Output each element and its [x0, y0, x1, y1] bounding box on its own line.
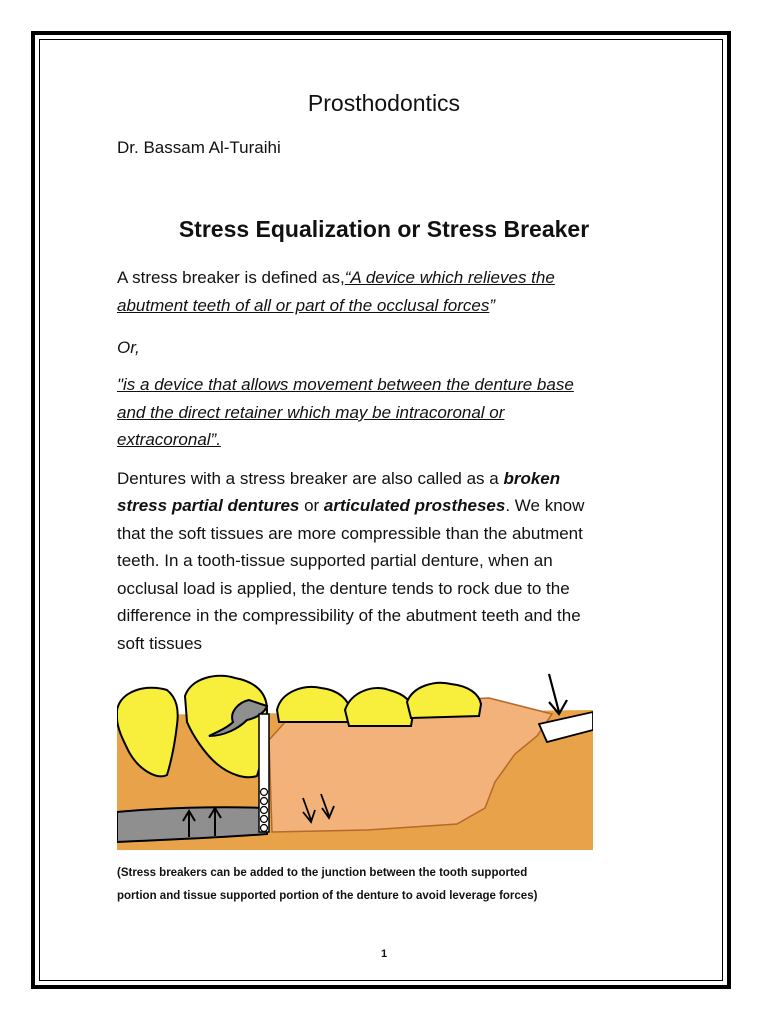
body-text: . We know — [505, 496, 585, 515]
body-text: or — [299, 496, 324, 515]
stress-breaker-joint — [261, 789, 268, 832]
body-term-broken: broken — [503, 469, 561, 488]
body-line-6: difference in the compressibility of the abutment teeth and the — [117, 606, 581, 625]
body-line-1 — [117, 465, 560, 493]
body-term-articulated: articulated prostheses — [323, 496, 506, 515]
section-heading: Stress Equalization or Stress Breaker — [178, 216, 590, 242]
definition-line-2 — [117, 292, 495, 320]
author-name: Dr. Bassam Al-Turaihi — [117, 138, 281, 157]
body-line-3: that the soft tissues are more compressible than the abutment — [117, 524, 583, 543]
caption-line-2: portion and tissue supported portion of the denture to avoid leverage forces) — [117, 890, 538, 902]
definition-line-1 — [117, 264, 555, 292]
alt-definition-line-3: extracoronal”. — [117, 430, 221, 449]
definition-intro: A stress breaker is defined as, — [117, 268, 345, 287]
body-line-2 — [117, 492, 584, 520]
definition-quote-continued: abutment teeth of all or part of the occlusal forces — [117, 296, 490, 315]
body-line-5: occlusal load is applied, the denture tends to rock due to the — [117, 579, 570, 598]
body-line-7: soft tissues — [117, 634, 203, 653]
definition-quote-end: ” — [489, 296, 495, 315]
figure-caption — [117, 862, 537, 908]
alt-definition-line-1: "is a device that allows movement between the denture base — [117, 375, 574, 394]
body-term-stress-partial: stress partial dentures — [117, 496, 300, 515]
stress-breaker-illustration — [117, 670, 593, 850]
body-text: Dentures with a stress breaker are also called as a — [117, 469, 504, 488]
definition-quote-start: “A device which relieves the — [344, 268, 555, 287]
body-line-4: teeth. In a tooth-tissue supported partial denture, when an — [117, 551, 553, 570]
alt-definition-line-2: and the direct retainer which may be intracoronal or — [117, 403, 505, 422]
course-title: Prosthodontics — [307, 90, 461, 116]
connector-strut — [259, 714, 269, 832]
or-label: Or, — [117, 338, 140, 357]
caption-line-1: (Stress breakers can be added to the junction between the tooth supported — [117, 867, 528, 879]
page-number: 1 — [380, 948, 388, 960]
